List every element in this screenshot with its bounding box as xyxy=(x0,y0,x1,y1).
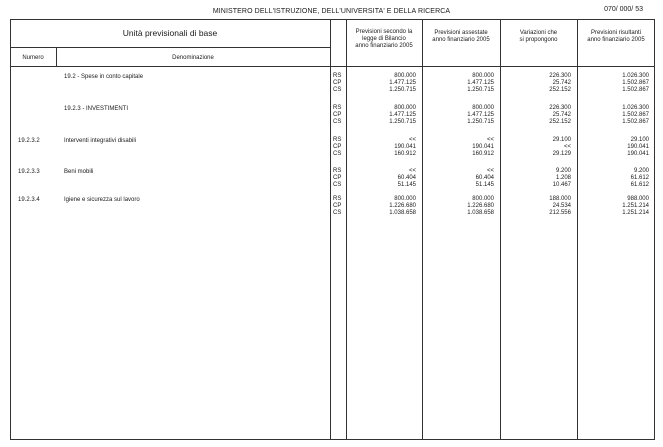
row-code: CS xyxy=(333,119,342,125)
col4-header-line2: anno finanziario 2005 xyxy=(587,37,645,43)
cell-col1: 1.038.658 xyxy=(389,210,416,216)
cell-col3: 226.300 xyxy=(549,73,571,79)
row-numero: 19.2.3.3 xyxy=(18,169,40,175)
col1-header-line3: anno finanziario 2005 xyxy=(355,43,413,49)
cell-col1: 51.145 xyxy=(397,182,416,188)
row-code: CP xyxy=(333,203,342,209)
col4-header-line1: Previsioni risultanti xyxy=(590,30,642,36)
col3-header-line2: si propongono xyxy=(519,37,558,43)
col2-header-line1: Previsioni assestate xyxy=(434,30,488,36)
row-code: RS xyxy=(333,137,342,143)
cell-col2: 51.145 xyxy=(475,182,494,188)
unita-header: Unità previsionali di base xyxy=(122,28,218,38)
cell-col2: << xyxy=(486,168,494,174)
cell-col1: 1.250.715 xyxy=(389,87,416,93)
cell-col1: 800.000 xyxy=(394,73,416,79)
cell-col1: 60.404 xyxy=(397,175,416,181)
row-code: CP xyxy=(333,175,342,181)
divider-header-bottom xyxy=(10,66,655,67)
row-code: CS xyxy=(333,182,342,188)
row-numero: 19.2.3.2 xyxy=(18,138,40,144)
cell-col1: 1.477.125 xyxy=(389,80,416,86)
row-denominazione: Beni mobili xyxy=(64,169,94,175)
cell-col4: 9.200 xyxy=(633,168,649,174)
cell-col3: 1.208 xyxy=(555,175,571,181)
cell-col4: 1.502.867 xyxy=(622,112,649,118)
cell-col4: 1.502.867 xyxy=(622,87,649,93)
cell-col2: 800.000 xyxy=(472,73,494,79)
row-denominazione: 19.2 - Spese in conto capitale xyxy=(64,74,144,80)
numero-header: Numero xyxy=(22,55,44,61)
row-numero: 19.2.3.4 xyxy=(18,197,40,203)
row-code: CP xyxy=(333,80,342,86)
divider-unita xyxy=(10,47,330,48)
cell-col3: 24.534 xyxy=(552,203,571,209)
cell-col2: 60.404 xyxy=(475,175,494,181)
cell-col2: 1.477.125 xyxy=(467,80,494,86)
cell-col4: 1.026.300 xyxy=(622,105,649,111)
cell-col3: 252.152 xyxy=(549,87,571,93)
cell-col1: 800.000 xyxy=(394,105,416,111)
row-code: CP xyxy=(333,112,342,118)
row-code: RS xyxy=(333,73,342,79)
page-code: 070/ 000/ 53 xyxy=(604,6,643,13)
cell-col3: 10.467 xyxy=(552,182,571,188)
row-denominazione: Interventi integrativi disabili xyxy=(64,138,137,144)
cell-col2: 1.038.658 xyxy=(467,210,494,216)
cell-col4: 61.612 xyxy=(630,182,649,188)
cell-col1: << xyxy=(408,168,416,174)
col1-header-line1: Previsioni secondo la xyxy=(355,29,413,35)
cell-col2: << xyxy=(486,137,494,143)
cell-col4: 1.251.214 xyxy=(622,203,649,209)
cell-col1: 1.477.125 xyxy=(389,112,416,118)
cell-col2: 800.000 xyxy=(472,196,494,202)
cell-col2: 190.041 xyxy=(472,144,494,150)
cell-col2: 1.250.715 xyxy=(467,119,494,125)
row-denominazione: Igiene e sicurezza sul lavoro xyxy=(64,197,140,203)
row-code: CP xyxy=(333,144,342,150)
cell-col2: 800.000 xyxy=(472,105,494,111)
row-code: CS xyxy=(333,151,342,157)
row-code: RS xyxy=(333,168,342,174)
row-code: CS xyxy=(333,87,342,93)
cell-col4: 29.100 xyxy=(630,137,649,143)
cell-col3: 29.100 xyxy=(552,137,571,143)
divider-left-numbers xyxy=(330,19,331,440)
cell-col1: 1.250.715 xyxy=(389,119,416,125)
cell-col4: 1.026.300 xyxy=(622,73,649,79)
cell-col4: 1.251.214 xyxy=(622,210,649,216)
cell-col2: 1.477.125 xyxy=(467,112,494,118)
cell-col4: 1.502.867 xyxy=(622,80,649,86)
cell-col3: 212.556 xyxy=(549,210,571,216)
col1-header-line2: legge di Bilancio xyxy=(362,36,406,42)
cell-col2: 1.226.680 xyxy=(467,203,494,209)
cell-col4: 61.612 xyxy=(630,175,649,181)
cell-col3: 226.300 xyxy=(549,105,571,111)
col3-header-line1: Variazioni che xyxy=(519,30,558,36)
cell-col1: 800.000 xyxy=(394,196,416,202)
cell-col3: 25.742 xyxy=(552,112,571,118)
cell-col3: 252.152 xyxy=(549,119,571,125)
row-denominazione: 19.2.3 - INVESTIMENTI xyxy=(64,106,129,112)
col2-header-line2: anno finanziario 2005 xyxy=(432,37,490,43)
cell-col3: 25.742 xyxy=(552,80,571,86)
cell-col1: 1.226.680 xyxy=(389,203,416,209)
cell-col3: 188.000 xyxy=(549,196,571,202)
cell-col3: << xyxy=(563,144,571,150)
cell-col4: 190.041 xyxy=(627,144,649,150)
row-code: CS xyxy=(333,210,342,216)
cell-col1: 160.912 xyxy=(394,151,416,157)
cell-col4: 988.000 xyxy=(627,196,649,202)
cell-col3: 9.200 xyxy=(555,168,571,174)
row-code: RS xyxy=(333,196,342,202)
cell-col1: 190.041 xyxy=(394,144,416,150)
cell-col2: 1.250.715 xyxy=(467,87,494,93)
document-header-title: MINISTERO DELL'ISTRUZIONE, DELL'UNIVERSITA' E DELLA RICERCA xyxy=(212,8,451,15)
cell-col3: 29.129 xyxy=(552,151,571,157)
cell-col4: 1.502.867 xyxy=(622,119,649,125)
cell-col2: 160.912 xyxy=(472,151,494,157)
cell-col1: << xyxy=(408,137,416,143)
denominazione-header: Denominazione xyxy=(172,55,214,61)
row-code: RS xyxy=(333,105,342,111)
cell-col4: 190.041 xyxy=(627,151,649,157)
